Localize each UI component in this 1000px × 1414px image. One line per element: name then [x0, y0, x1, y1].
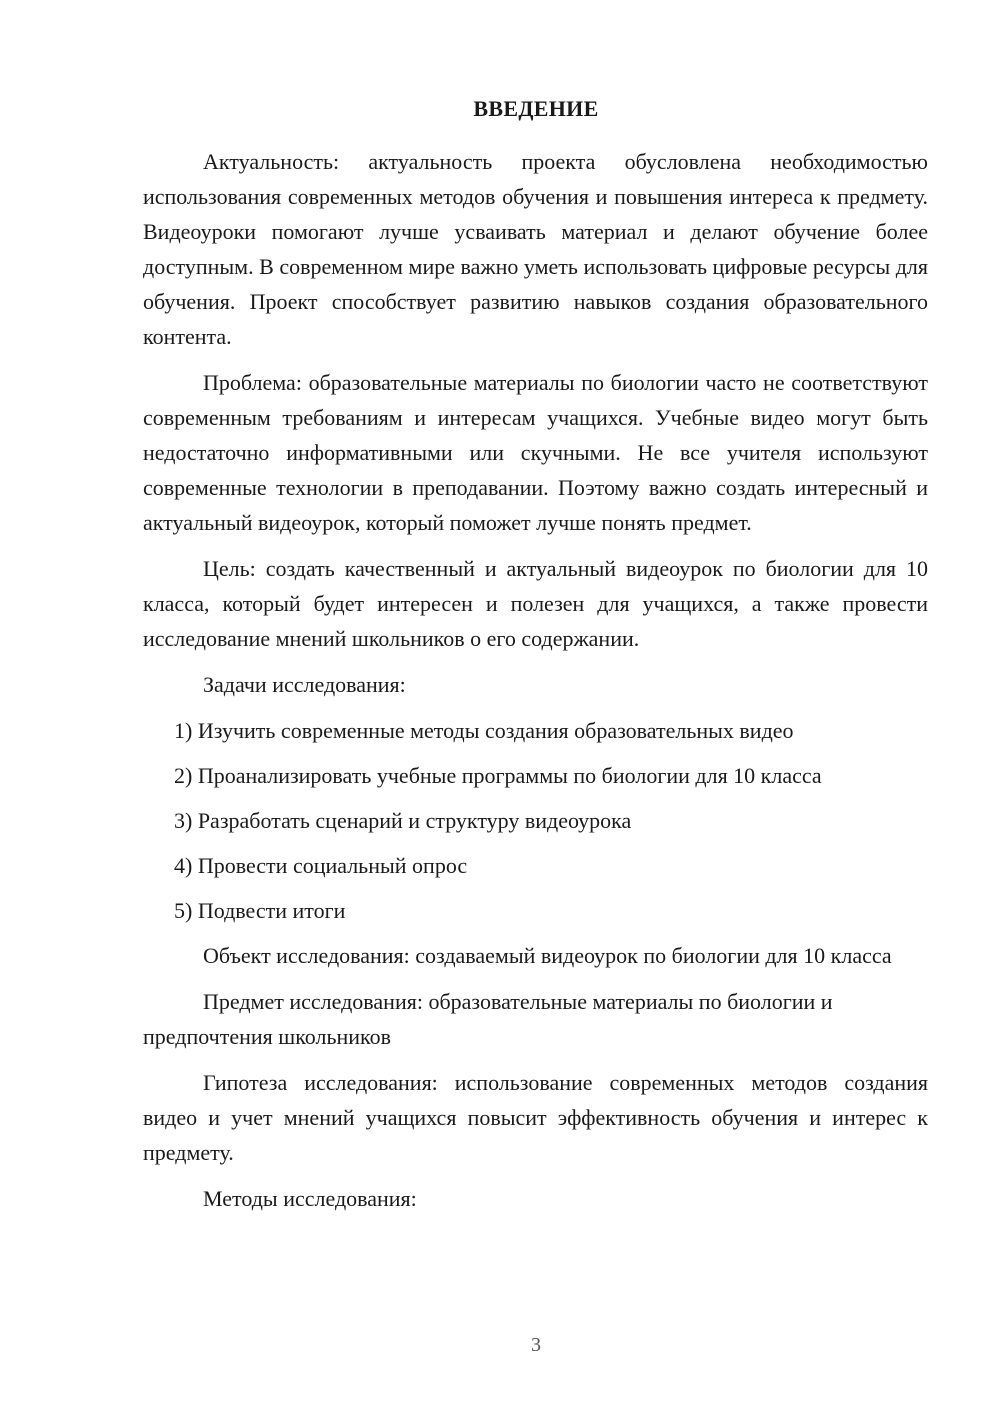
goal-paragraph: Цель: создать качественный и актуальный видеоурок по биологии для 10 класса, который будет интересен и полезен для учащихся, а также провести исследование мнений школьников о его содержании. — [143, 556, 928, 651]
task-item: 3) Разработать сценарий и структуру видеоурока — [174, 808, 632, 833]
relevance-paragraph: Актуальность: актуальность проекта обусловлена необходимостью использования современных методов обучения и повышения интереса к предмету. Видеоуроки помогают лучше усваивать материал и делают обучение более доступным. В современном мире важно уметь использовать цифровые ресурсы для обучения. Проект способствует развитию навыков создания образовательного контента. — [143, 149, 928, 349]
object-paragraph: Объект исследования: создаваемый видеоурок по биологии для 10 класса — [203, 943, 892, 968]
subject-paragraph: Предмет исследования: образовательные материалы по биологии и предпочтения школьников — [143, 989, 833, 1049]
task-item: 4) Провести социальный опрос — [174, 853, 468, 878]
tasks-list — [143, 713, 928, 928]
page-number: 3 — [531, 1334, 541, 1356]
section-title: ВВЕДЕНИЕ — [473, 96, 599, 121]
task-item: 2) Проанализировать учебные программы по биологии для 10 класса — [174, 763, 822, 788]
methods-heading: Методы исследования: — [203, 1186, 417, 1211]
task-item: 5) Подвести итоги — [174, 898, 346, 923]
tasks-heading: Задачи исследования: — [203, 672, 406, 697]
problem-paragraph: Проблема: образовательные материалы по биологии часто не соответствуют современным требованиям и интересам учащихся. Учебные видео могут быть недостаточно информативными или скучными. Не все учителя используют современные технологии в преподавании. Поэтому важно создать интересный и актуальный видеоурок, который поможет лучше понять предмет. — [143, 370, 928, 535]
task-item: 1) Изучить современные методы создания образовательных видео — [174, 718, 794, 743]
hypothesis-paragraph: Гипотеза исследования: использование современных методов создания видео и учет мнений учащихся повысит эффективность обучения и интерес к предмету. — [143, 1070, 928, 1165]
page-body — [143, 144, 928, 1227]
